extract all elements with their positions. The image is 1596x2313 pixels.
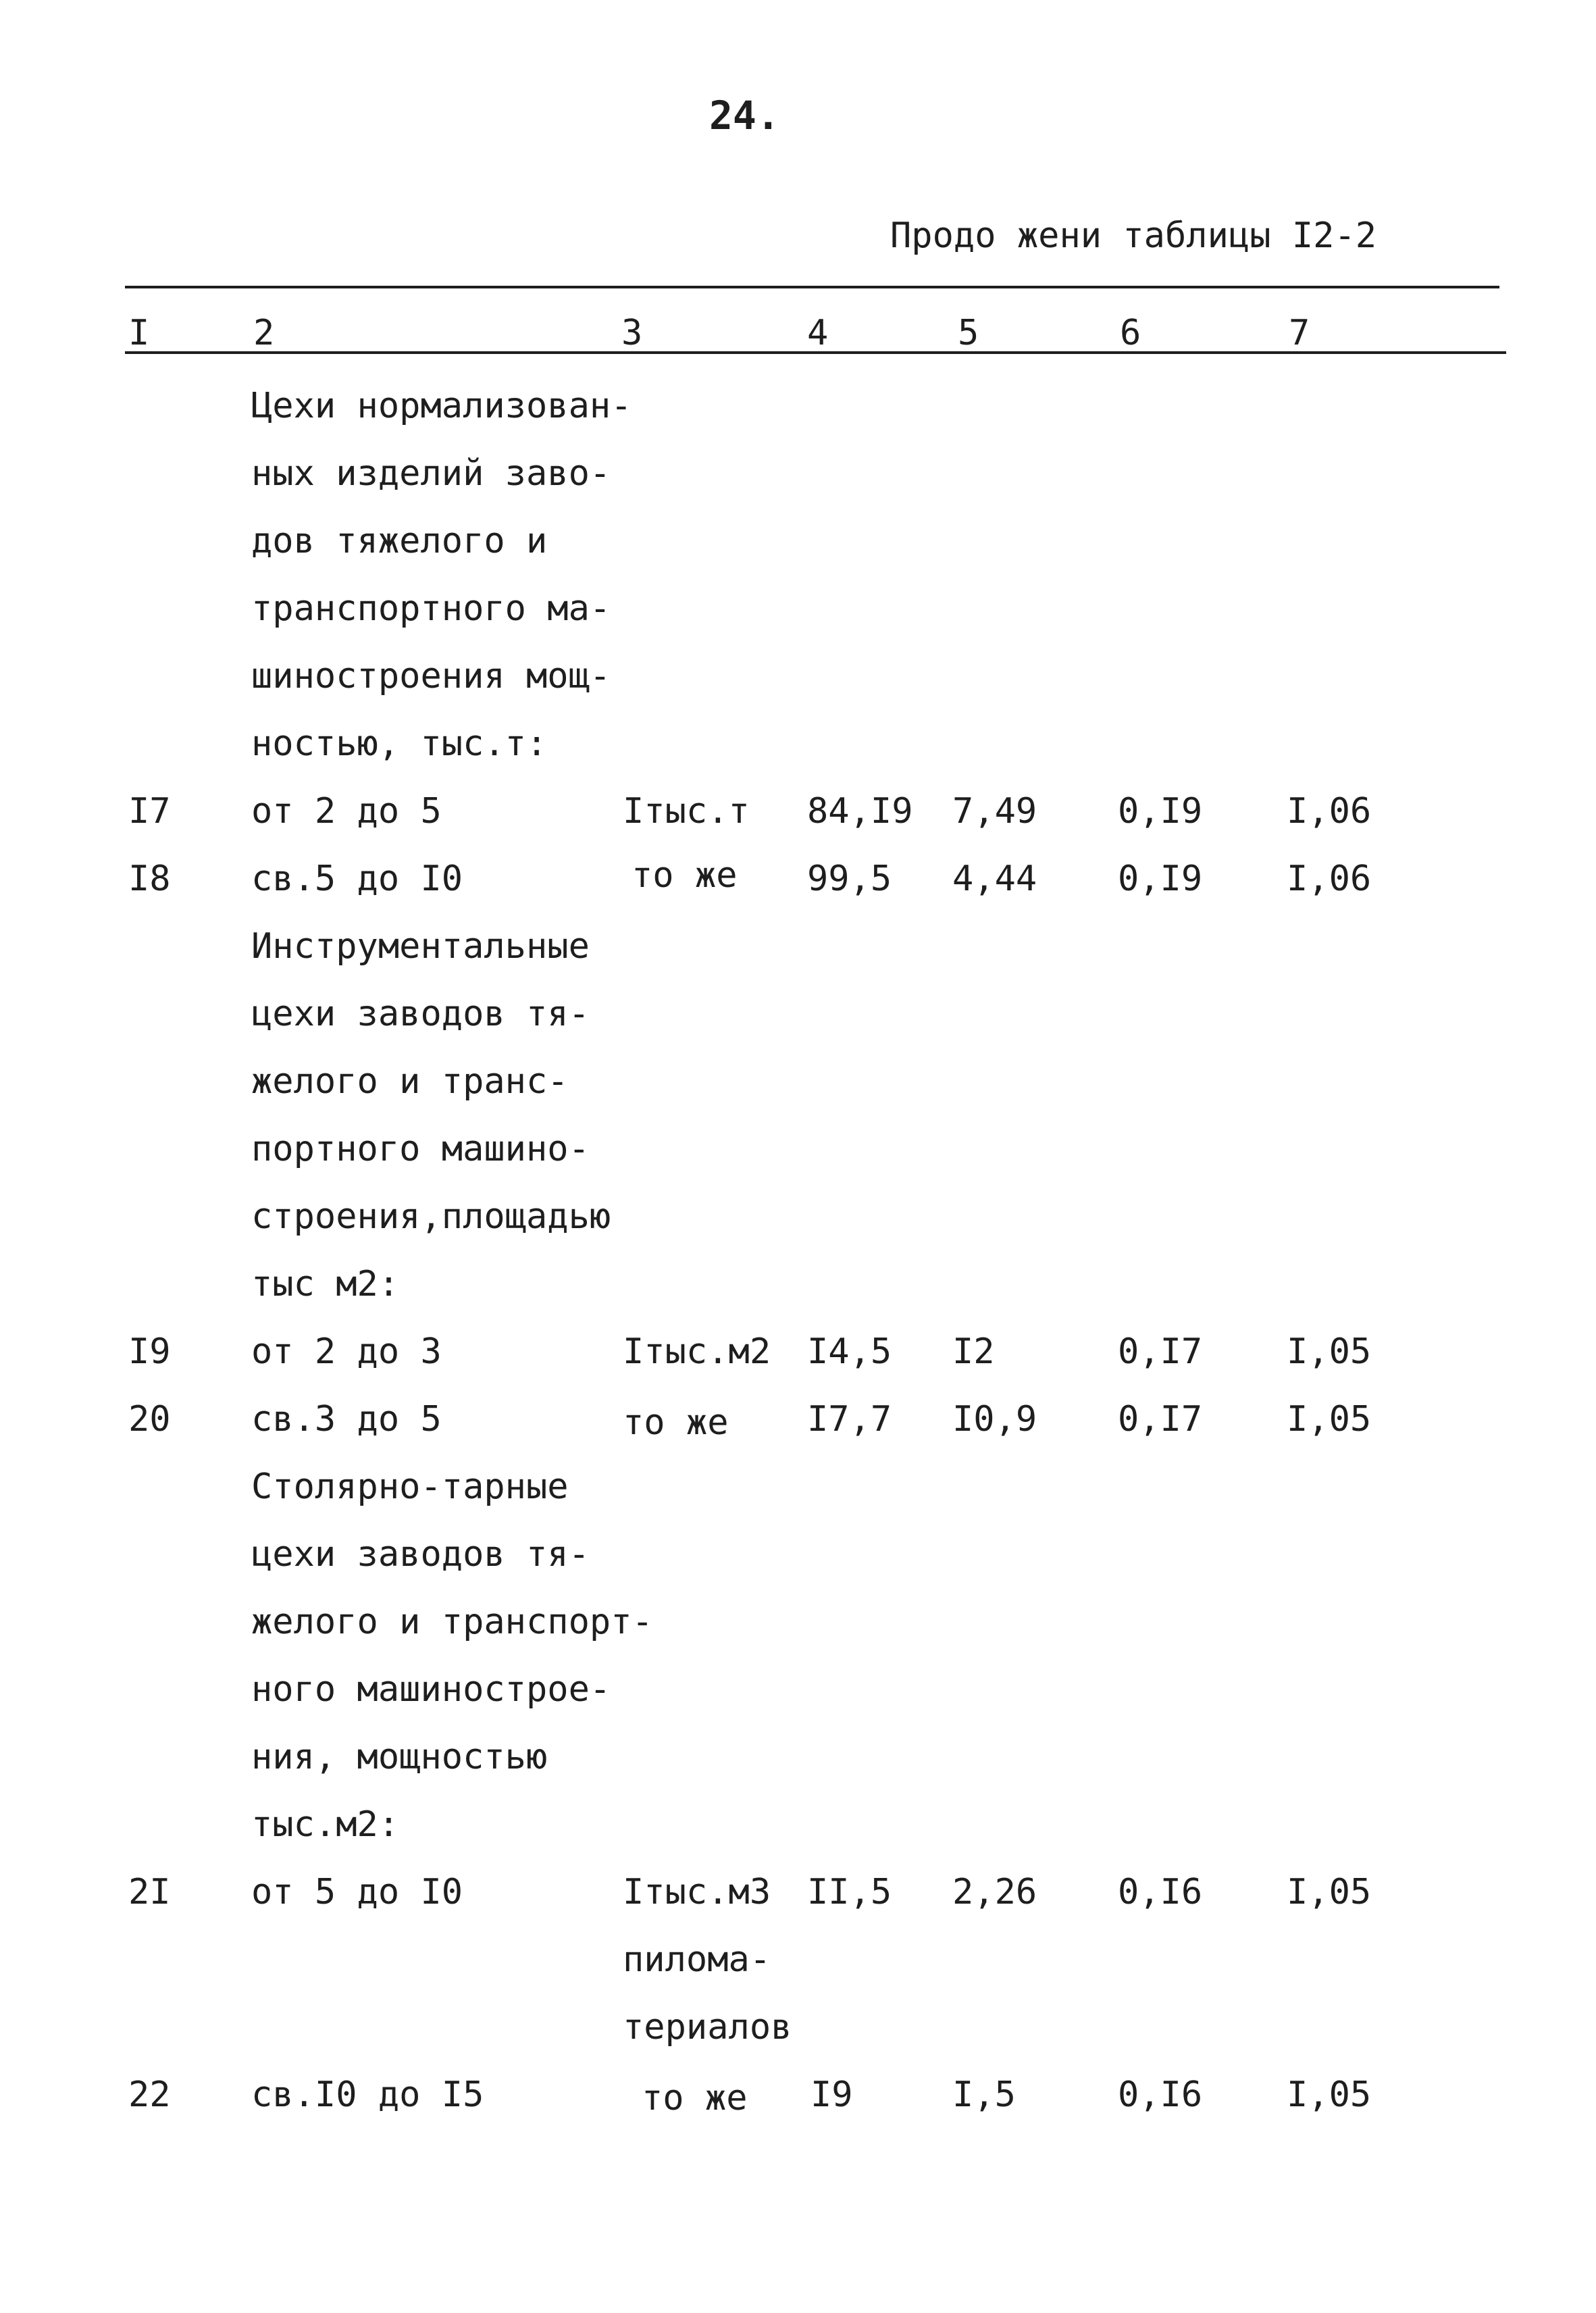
row-name: от 2 до 3 <box>251 1331 442 1372</box>
row-unit: Iтыс.м3 <box>623 1872 771 1912</box>
table-top-rule <box>125 286 1499 288</box>
section-title-line: ных изделий заво- <box>251 453 611 494</box>
row-unit: Iтыс.м2 <box>623 1331 771 1372</box>
section-title-line: Инструментальные <box>251 926 590 967</box>
header-col-6: 6 <box>1120 313 1141 353</box>
row-col-7: I,06 <box>1287 859 1372 899</box>
row-number: 22 <box>128 2075 171 2115</box>
row-col-5: 2,26 <box>952 1872 1037 1912</box>
row-number: I9 <box>128 1331 171 1372</box>
row-unit: то же <box>623 1402 729 1443</box>
row-col-6: 0,I7 <box>1118 1399 1203 1440</box>
row-col-6: 0,I9 <box>1118 859 1203 899</box>
header-col-4: 4 <box>807 313 829 353</box>
section-title-line: строения,площадью <box>251 1196 611 1237</box>
row-col-4: II,5 <box>807 1872 892 1912</box>
row-name: от 5 до I0 <box>251 1872 463 1912</box>
unit-continuation-line: териалов <box>623 2007 792 2048</box>
row-col-6: 0,I6 <box>1118 2075 1203 2115</box>
table-caption: Продо жени таблицы I2-2 <box>890 215 1377 256</box>
section-title-line: желого и транс- <box>251 1061 569 1102</box>
row-col-4: I4,5 <box>807 1331 892 1372</box>
header-col-1: I <box>128 313 150 353</box>
row-col-7: I,05 <box>1287 1331 1372 1372</box>
row-col-5: 7,49 <box>952 791 1037 832</box>
header-col-5: 5 <box>958 313 979 353</box>
row-number: 20 <box>128 1399 171 1440</box>
row-col-4: I9 <box>810 2075 853 2115</box>
row-unit: то же <box>632 855 738 896</box>
section-title-line: ностью, тыс.т: <box>251 723 548 764</box>
header-col-3: 3 <box>621 313 643 353</box>
section-title-line: желого и транспорт- <box>251 1602 653 1642</box>
row-col-7: I,05 <box>1287 2075 1372 2115</box>
section-title-line: цехи заводов тя- <box>251 994 590 1034</box>
page-number: 24. <box>709 93 780 138</box>
unit-continuation-line: пилома- <box>623 1939 771 1980</box>
row-col-4: I7,7 <box>807 1399 892 1440</box>
row-name: от 2 до 5 <box>251 791 442 832</box>
row-number: I8 <box>128 859 171 899</box>
section-title-line: тыс м2: <box>251 1264 400 1304</box>
header-col-2: 2 <box>253 313 275 353</box>
row-col-5: I0,9 <box>952 1399 1037 1440</box>
row-name: св.5 до I0 <box>251 859 463 899</box>
row-col-6: 0,I6 <box>1118 1872 1203 1912</box>
section-title-line: шиностроения мощ- <box>251 656 611 696</box>
section-title-line: дов тяжелого и <box>251 521 548 561</box>
row-col-4: 99,5 <box>807 859 892 899</box>
row-name: св.I0 до I5 <box>251 2075 484 2115</box>
section-title-line: портного машино- <box>251 1129 590 1169</box>
section-title-line: Цехи нормализован- <box>251 386 632 426</box>
row-col-6: 0,I9 <box>1118 791 1203 832</box>
row-col-7: I,06 <box>1287 791 1372 832</box>
row-col-4: 84,I9 <box>807 791 913 832</box>
row-col-5: I,5 <box>952 2075 1016 2115</box>
row-col-7: I,05 <box>1287 1872 1372 1912</box>
row-number: 2I <box>128 1872 171 1912</box>
row-name: св.3 до 5 <box>251 1399 442 1440</box>
section-title-line: транспортного ма- <box>251 588 611 629</box>
section-title-line: тыс.м2: <box>251 1804 400 1845</box>
row-unit: Iтыс.т <box>623 791 750 832</box>
row-number: I7 <box>128 791 171 832</box>
row-col-5: I2 <box>952 1331 995 1372</box>
section-title-line: цехи заводов тя- <box>251 1534 590 1575</box>
header-col-7: 7 <box>1289 313 1310 353</box>
row-col-6: 0,I7 <box>1118 1331 1203 1372</box>
row-unit: то же <box>642 2078 748 2118</box>
section-title-line: ния, мощностью <box>251 1737 548 1777</box>
row-col-7: I,05 <box>1287 1399 1372 1440</box>
section-title-line: Столярно-тарные <box>251 1467 569 1507</box>
section-title-line: ного машинострое- <box>251 1669 611 1710</box>
row-col-5: 4,44 <box>952 859 1037 899</box>
